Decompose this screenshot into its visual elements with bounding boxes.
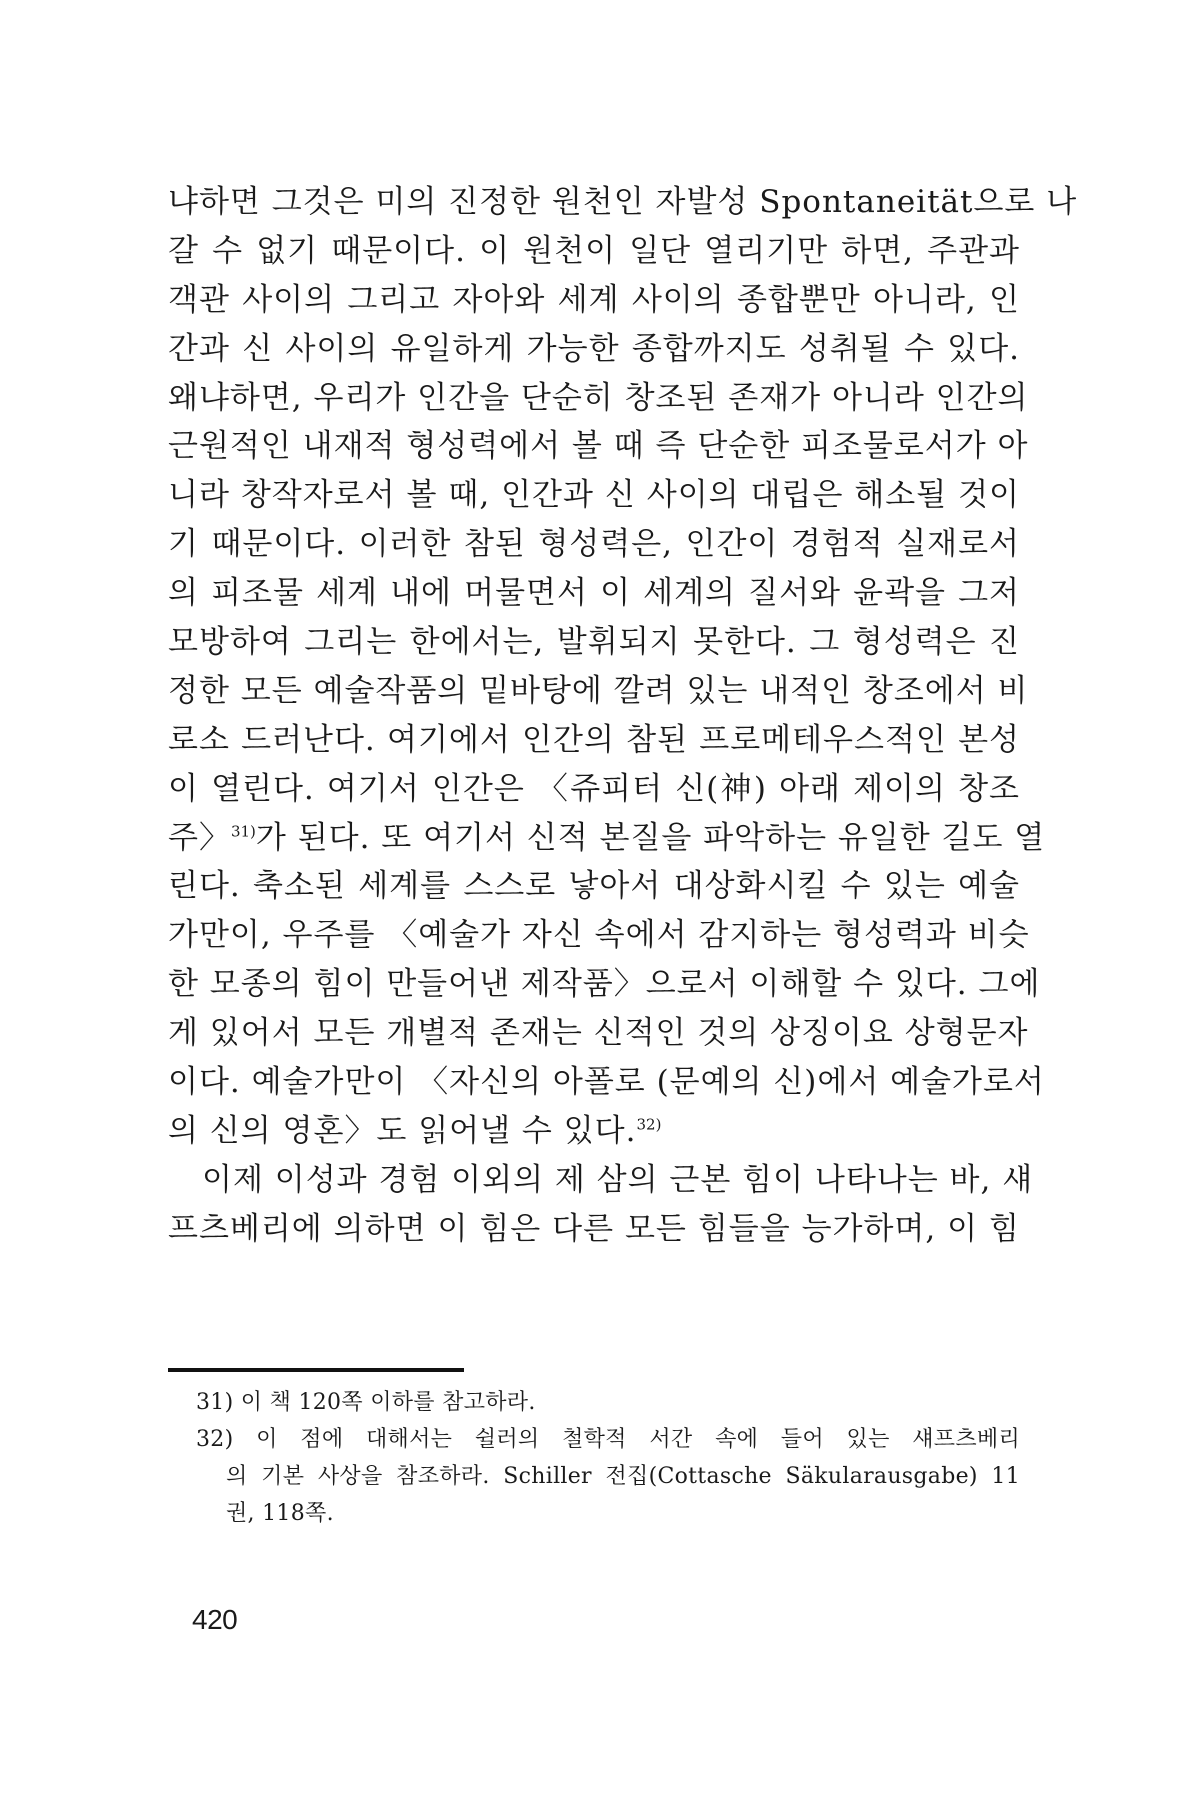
text-line: 린다. 축소된 세계를 스스로 낳아서 대상화시킬 수 있는 예술	[168, 868, 1020, 905]
footnote-32-continued: 의 기본 사상을 참조하라. Schiller 전집(Cottasche Säkularausgabe) 11	[226, 1464, 1020, 1489]
text-line-with-footnote	[168, 814, 1046, 863]
text-line: 정한 모든 예술작품의 밑바탕에 깔려 있는 내적인 창조에서 비	[168, 672, 1029, 709]
footnote-31: 31) 이 책 120쪽 이하를 참고하라.	[196, 1390, 536, 1415]
footnote-ref-31: 31)	[230, 822, 256, 841]
footnote-ref-32: 32)	[636, 1115, 662, 1134]
text-fragment: 의 신의 영혼〉도 읽어낼 수 있다.	[168, 1112, 637, 1149]
text-line: 갈 수 없기 때문이다. 이 원천이 일단 열리기만 하면, 주관과	[168, 232, 1020, 269]
text-line: 한 모종의 힘이 만들어낸 제작품〉으로서 이해할 수 있다. 그에	[168, 966, 1041, 1003]
text-line: 근원적인 내재적 형성력에서 볼 때 즉 단순한 피조물로서가 아	[168, 428, 1029, 465]
text-line: 간과 신 사이의 유일하게 가능한 종합까지도 성취될 수 있다.	[168, 330, 1020, 367]
text-fragment: 가 된다. 또 여기서 신적 본질을 파악하는 유일한 길도 열	[255, 819, 1046, 856]
text-line: 프츠베리에 의하면 이 힘은 다른 모든 힘들을 능가하며, 이 힘	[168, 1210, 1020, 1247]
text-line: 니라 창작자로서 볼 때, 인간과 신 사이의 대립은 해소될 것이	[168, 477, 1020, 514]
text-line: 가만이, 우주를 〈예술가 자신 속에서 감지하는 형성력과 비슷	[168, 917, 1030, 954]
paragraph-start-line: 이제 이성과 경험 이외의 제 삼의 근본 힘이 나타나는 바, 섀	[202, 1161, 1034, 1198]
footnotes	[168, 1384, 1020, 1532]
text-line: 로소 드러난다. 여기에서 인간의 참된 프로메테우스적인 본성	[168, 721, 1020, 758]
text-fragment: 주〉	[168, 819, 231, 856]
text-line-with-footnote	[168, 1107, 1020, 1156]
page-number: 420	[192, 1604, 238, 1635]
text-line: 이 열린다. 여기서 인간은 〈쥬피터 신(神) 아래 제이의 창조	[168, 770, 1020, 807]
footnote-32: 32) 이 점에 대해서는 쉴러의 철학적 서간 속에 들어 있는 섀프츠베리	[196, 1427, 1020, 1452]
text-line: 이다. 예술가만이 〈자신의 아폴로 (문예의 신)에서 예술가로서	[168, 1064, 1045, 1101]
text-line: 의 피조물 세계 내에 머물면서 이 세계의 질서와 윤곽을 그저	[168, 575, 1020, 612]
text-line: 기 때문이다. 이러한 참된 형성력은, 인간이 경험적 실재로서	[168, 526, 1020, 563]
text-line: 왜냐하면, 우리가 인간을 단순히 창조된 존재가 아니라 인간의	[168, 379, 1029, 416]
text-line: 냐하면 그것은 미의 진정한 원천인 자발성 Spontaneität으로 나	[168, 184, 1078, 220]
footnote-rule	[168, 1368, 464, 1372]
text-line: 객관 사이의 그리고 자아와 세계 사이의 종합뿐만 아니라, 인	[168, 281, 1020, 318]
text-line: 게 있어서 모든 개별적 존재는 신적인 것의 상징이요 상형문자	[168, 1015, 1029, 1052]
body-text	[168, 178, 1078, 1254]
footnote-32-continued: 권, 118쪽.	[226, 1501, 334, 1526]
text-line: 모방하여 그리는 한에서는, 발휘되지 못한다. 그 형성력은 진	[168, 624, 1020, 661]
